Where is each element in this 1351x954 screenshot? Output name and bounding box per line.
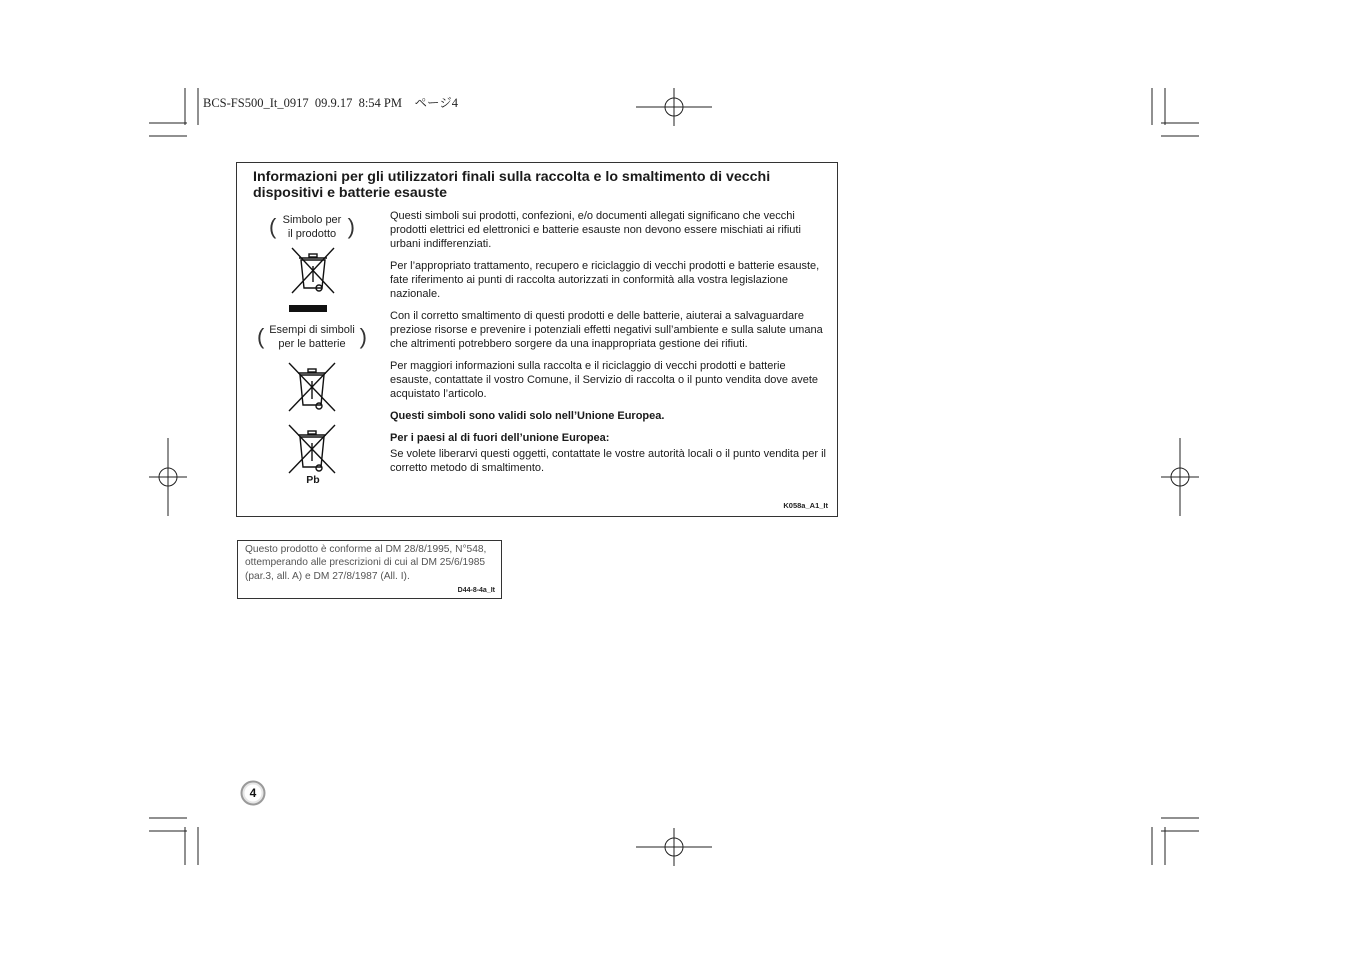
- box-title: Informazioni per gli utilizzatori finali sulla raccolta e lo smaltimento di vecchi dispositivi e batterie esauste: [253, 169, 771, 201]
- eu-only-statement: Questi simboli sono validi solo nell’Unione Europea.: [390, 410, 665, 422]
- compliance-text: Questo prodotto è conforme al DM 28/8/1995, N°548, ottemperando alle prescrizioni di cui al DM 25/6/1985 (par.3, all. A) e DM 27/8/1987 (All. I).: [245, 544, 487, 582]
- page-number: 4: [249, 786, 257, 800]
- product-symbol-label-line1: Simbolo per: [282, 214, 342, 226]
- compliance-code: D44-8-4a_It: [457, 587, 495, 594]
- crop-mark-icon: [1152, 88, 1199, 136]
- print-slug-header: BCS-FS500_It_0917 09.9.17 8:54 PM ページ4: [203, 96, 458, 110]
- paragraph: Per l’appropriato trattamento, recupero e riciclaggio di vecchi prodotti e batterie esauste, fate riferimento ai punti di raccolta autorizzati in conformità alla vostra legislazione nazionale.: [390, 260, 820, 300]
- crossed-out-wheelie-bin-icon: [289, 246, 337, 316]
- product-symbol-label-line2: il prodotto: [287, 228, 337, 240]
- info-text-column: [390, 209, 830, 483]
- pb-label: Pb: [306, 474, 320, 486]
- outside-eu-text: Se volete liberarvi questi oggetti, contattate le vostre autorità locali o il punto vendita per il corretto metodo di smaltimento.: [390, 448, 826, 474]
- paragraph: Con il corretto smaltimento di questi prodotti e delle batterie, aiuterai a salvaguardare preziose risorse e prevenire i potenziali effetti negativi sull’ambiente e sulla salute umana che altrimenti potrebbero sorgere da una inappropriata gestione dei rifiuti.: [390, 310, 823, 350]
- crop-mark-icon: [1152, 818, 1199, 865]
- crossed-out-battery-bin-pb-icon: [287, 423, 337, 475]
- registration-mark-icon: [1161, 438, 1199, 516]
- weee-info-box: [236, 162, 838, 517]
- crossed-out-battery-bin-icon: [287, 361, 337, 413]
- battery-examples-label-line1: Esempi di simboli: [269, 324, 355, 336]
- paragraph: Per maggiori informazioni sulla raccolta e il riciclaggio di vecchi prodotti e batterie esauste, contattate il vostro Comune, il Servizio di raccolta o il punto vendita dove avete acquistato l’articolo.: [390, 360, 819, 400]
- battery-examples-label: ( Esempi di simboli per le batterie ): [257, 324, 367, 350]
- crop-mark-icon: [149, 818, 198, 865]
- battery-examples-label-line2: per le batterie: [278, 338, 346, 350]
- page-number-badge: [240, 780, 266, 806]
- registration-mark-icon: [636, 828, 712, 866]
- crop-mark-icon: [149, 88, 198, 136]
- compliance-box: [237, 540, 502, 599]
- registration-mark-icon: [149, 438, 187, 516]
- product-symbol-label: ( Simbolo per il prodotto ): [269, 214, 355, 240]
- document-code: K058a_A1_It: [783, 501, 828, 510]
- registration-mark-icon: [636, 88, 712, 126]
- outside-eu-heading: Per i paesi al di fuori dell’unione Europea:: [390, 432, 610, 444]
- paragraph: Questi simboli sui prodotti, confezioni, e/o documenti allegati significano che vecchi prodotti elettrici ed elettronici e batterie esauste non devono essere mischiati ai rifiuti urbani indifferenziati.: [390, 210, 801, 250]
